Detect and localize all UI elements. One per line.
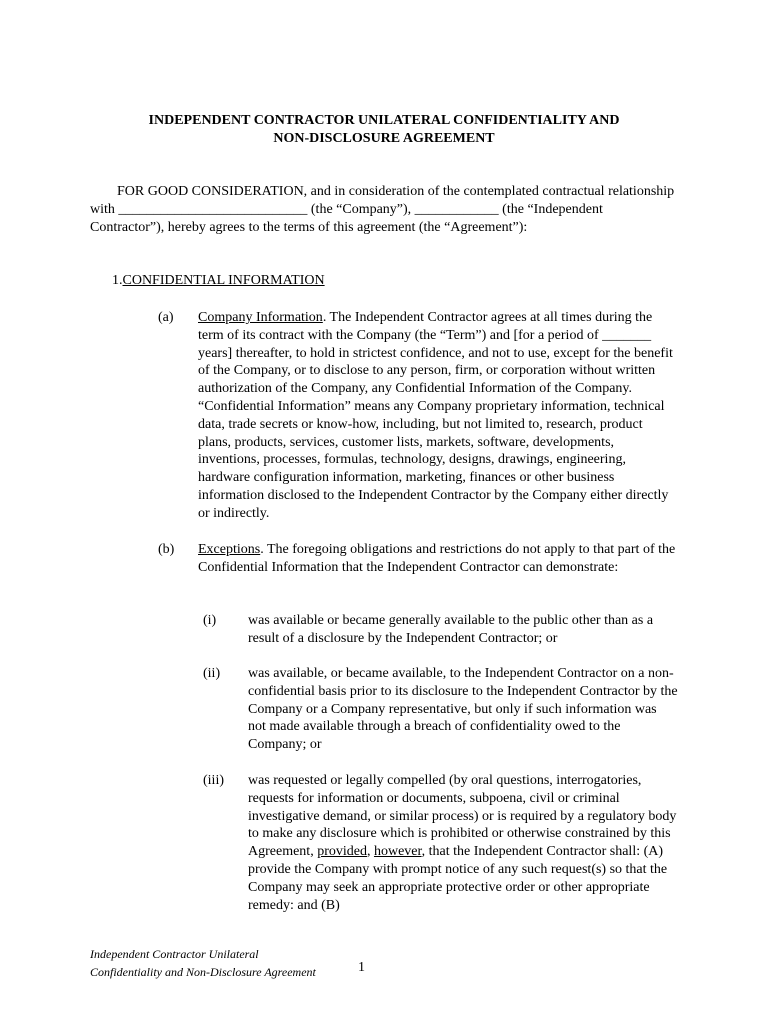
page-number: 1 [358,960,365,975]
clause-i-marker: (i) [203,613,217,628]
clause-a-body: . The Independent Contractor agrees at all times during the term of its contract with the Company (the “Term”) and [for a period of _______ years] thereafter, to hold in strictest confidence, and not to use, except for the benefit of the Company, or to disclose to any person, firm, or corporation without written authorization of the Company, any Confidential Information of the Company. “Confidential Information” means any Company proprietary information, technical data, trade secrets or know-how, including, but not limited to, research, product plans, products, services, customer lists, markets, software, developments, inventions, processes, formulas, technology, designs, drawings, engineering, hardware configuration information, marketing, finances or other business information disclosed to the Independent Contractor by the Company either directly or indirectly. [198,310,673,521]
clause-iii-body-end: , that the Independent Contractor shall: (A) provide the Company with prompt notice of any such request(s) so that the Company may seek an appropriate protective order or other appropriate remedy: and (B) [248,844,668,913]
clause-iii-provided: provided [317,844,367,860]
clause-b-text [198,541,678,577]
document-title-line-2: NON-DISCLOSURE AGREEMENT [273,131,495,146]
clause-a-marker: (a) [158,310,174,325]
section-title: CONFIDENTIAL INFORMATION [122,273,325,288]
clause-iii-however: however [373,844,422,860]
intro-paragraph: FOR GOOD CONSIDERATION, and in consideration of the contemplated contractual relationship with ___________________________ (the “Company”), ____________ (the “Independent Contractor”), hereby agrees to the terms of this agreement (the “Agreement”): [90,184,675,235]
clause-ii-marker: (ii) [203,666,221,681]
clause-iii-body-start: was requested or legally compelled (by oral questions, interrogatories, requests for information or documents, subpoena, civil or criminal investigative demand, or similar process) or is required by a regulatory body to make any disclosure which is prohibited or otherwise constrained by this Agreement, [248,773,677,860]
clause-b-heading: Exceptions [198,542,261,557]
clause-b-body: . The foregoing obligations and restrictions do not apply to that part of the Confidential Information that the Independent Contractor can demonstrate: [198,542,676,575]
clause-ii-text: was available, or became available, to the Independent Contractor on a non-confidential basis prior to its disclosure to the Independent Contractor by the Company or a Company representative, but only if such information was not made available through a breach of confidentiality owed to the Company; or [248,666,678,753]
section-1-heading [112,272,325,290]
footer-line-1: Independent Contractor Unilateral [90,947,259,961]
clause-i-text: was available or became generally available to the public other than as a result of a disclosure by the Independent Contractor; or [248,613,654,646]
document-title-line-1: INDEPENDENT CONTRACTOR UNILATERAL CONFIDENTIALITY AND [148,113,620,128]
clause-iii-text [248,772,678,914]
footer-line-2: Confidentiality and Non-Disclosure Agreement [90,965,316,979]
clause-iii-marker: (iii) [203,773,224,788]
clause-a-heading: Company Information [198,310,323,325]
clause-b-marker: (b) [158,542,175,557]
page-footer [90,945,316,981]
clause-a-text [198,309,678,523]
clause-iii-separator: , [366,844,374,860]
section-number: 1. [112,273,123,288]
